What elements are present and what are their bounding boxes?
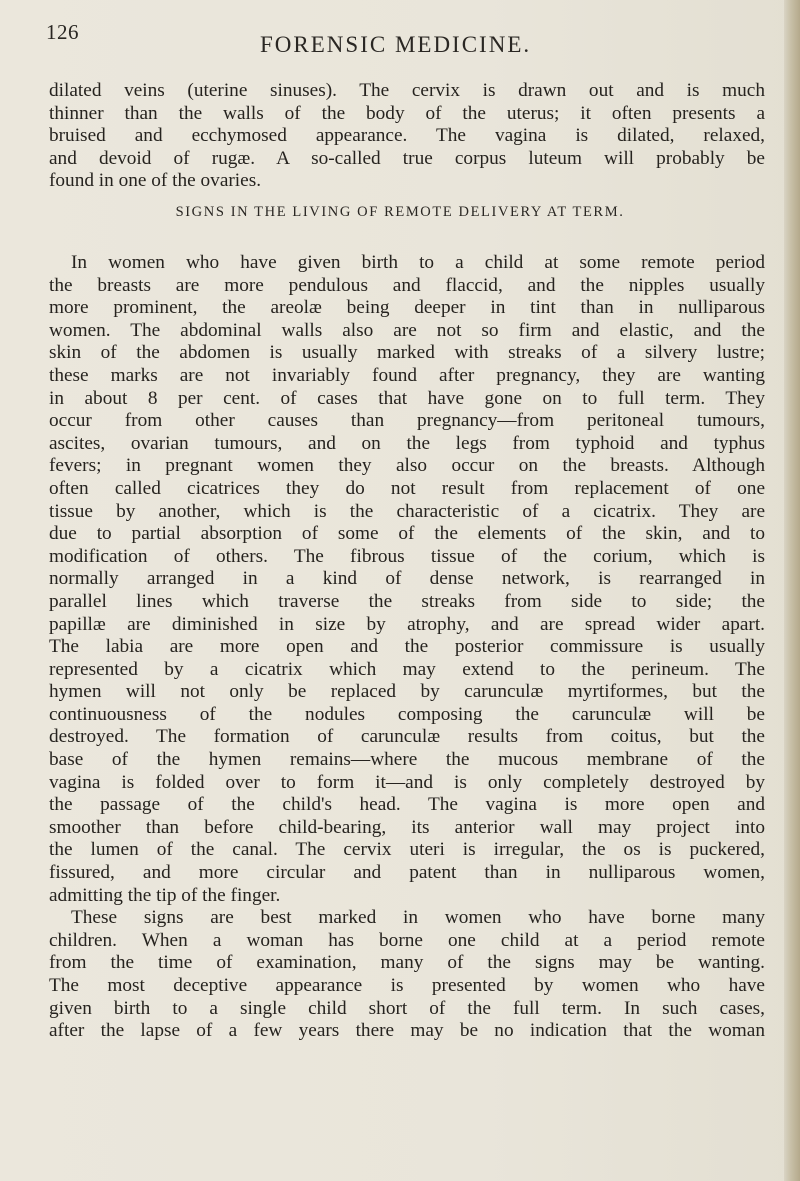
text-line: parallel lines which traverse the streaks from side to side; the [49,590,765,612]
text-line: women. The abdominal walls also are not so firm and elastic, and the [49,319,765,341]
text-line: bruised and ecchymosed appearance. The vagina is dilated, relaxed, [49,125,765,147]
text-line: continuousness of the nodules composing the carunculæ will be [49,703,765,725]
text-line: fevers; in pregnant women they also occur on the breasts. Although [49,455,765,477]
text-line: the lumen of the canal. The cervix uteri is irregular, the os is puckered, [49,839,765,861]
running-title: FORENSIC MEDICINE. [260,32,532,57]
text-line: smoother than before child-bearing, its anterior wall may project into [49,816,765,838]
text-line: given birth to a single child short of the full term. In such cases, [49,997,765,1019]
text-line: occur from other causes than pregnancy—from peritoneal tumours, [49,410,765,432]
text-line: the breasts are more pendulous and flaccid, and the nipples usually [49,274,765,296]
text-line: in about 8 per cent. of cases that have gone on to full term. They [49,387,765,409]
text-line: base of the hymen remains—where the mucous membrane of the [49,749,765,771]
text-line: children. When a woman has borne one child at a period remote [49,929,765,951]
text-line: due to partial absorption of some of the elements of the skin, and to [49,523,765,545]
section-heading: SIGNS IN THE LIVING OF REMOTE DELIVERY AT TERM. [175,204,625,220]
text-line: often called cicatrices they do not result from replacement of one [49,477,765,499]
text-line: more prominent, the areolæ being deeper in tint than in nulliparous [49,297,765,319]
section-body [49,252,765,1043]
text-line: modification of others. The fibrous tissue of the corium, which is [49,545,765,567]
text-line: from the time of examination, many of the signs may be wanting. [49,952,765,974]
text-line: found in one of the ovaries. [49,170,262,192]
text-line: In women who have given birth to a child at some remote period [71,252,765,273]
text-line: dilated veins (uterine sinuses). The cervix is drawn out and is much [49,80,765,101]
text-line: these marks are not invariably found after pregnancy, they are wanting [49,364,765,386]
text-line: skin of the abdomen is usually marked with streaks of a silvery lustre; [49,342,765,364]
page-edge-shadow [784,0,800,1181]
text-line: after the lapse of a few years there may be no indication that the woman [49,1020,765,1042]
text-line: tissue by another, which is the characteristic of a cicatrix. They are [49,500,765,522]
text-line: papillæ are diminished in size by atrophy, and are spread wider apart. [49,613,765,635]
text-line: The labia are more open and the posterior commissure is usually [49,636,765,658]
text-line: destroyed. The formation of carunculæ results from coitus, but the [49,726,765,748]
text-line: the passage of the child's head. The vagina is more open and [49,794,765,816]
text-line: ascites, ovarian tumours, and on the legs from typhoid and typhus [49,432,765,454]
text-line: The most deceptive appearance is presented by women who have [49,975,765,996]
text-line: represented by a cicatrix which may extend to the perineum. The [49,658,765,680]
page-number: 126 [46,20,79,44]
text-line: admitting the tip of the finger. [49,884,281,906]
text-line: These signs are best marked in women who have borne many [71,907,765,929]
text-line: fissured, and more circular and patent than in nulliparous women, [49,862,765,884]
text-line: hymen will not only be replaced by carunculæ myrtiformes, but the [49,681,765,703]
text-line: normally arranged in a kind of dense network, is rearranged in [49,568,765,590]
text-line: thinner than the walls of the body of the uterus; it often presents a [49,102,765,124]
intro-paragraph [49,80,765,193]
text-line: and devoid of rugæ. A so-called true corpus luteum will probably be [49,147,765,169]
text-line: vagina is folded over to form it—and is only completely destroyed by [49,771,765,793]
